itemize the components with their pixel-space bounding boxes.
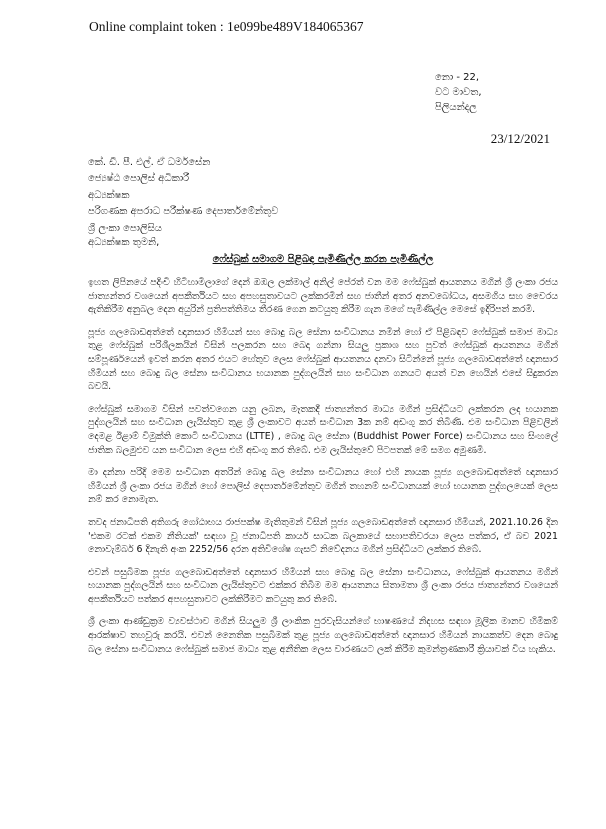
paragraph-removal: පූජ්‍ය ගලබොඩඅත්තේ ඥානසාර හිමියන් සහ බොදු බල සේනා සංවිධානය නමින් හෝ ඒ පිළිබඳව ෆේස්බුක් සමාජ මාධ්‍ය තුළ ෆේස්බුක් පරිශීලකයින් විසින් පලකරන සහ බෙදා ගන්නා සියලු ප්‍රකාශ සහ පුවත් ෆේස්බුක් ආයතනය මගින් සම්පූර්ණයෙන් ඉවත් කරන අතර එයට හේතුව ලෙස ෆේස්බුක් ආයතනය දනවා සිටින්නේ පූජ්‍ය ගලබොඩඅත්තේ ඥානසාර හිමියන් සහ බොදු බල සේනා සංවිධානය භයානක පුද්ගලයින් සහ සංවිධාන ගනයට අයත් වන හෙයින් එසේ සිදුකරන බවයි. (88, 326, 558, 393)
paragraph-list: ෆේස්බුක් සමාගම විසින් පවත්වගෙන යනු ලබන, මෑතකදී ජාත්‍යන්තර මාධ්‍ය මගින් ප්‍රසිද්ධියට ලක්කරන ලද භයානක පුද්ගලයින් සහ සංවිධාන ලැයිස්තුව තුළ ශ්‍රී ලංකාවට අයත් සංවිධාන 3ක නම් අඩංගු කර තිබිණි. එම සංවිධාන පිළිවලින් දෙමළ ඊළාම් විමුක්ති කොටි සංවිධානය (LTTE) , බොදු බල සේනා (Buddhist Power Force) සංවිධානය සහ සිංහලේ ජාතික බලමුළුව යන සංවිධාන ලෙස එහි අඩංගු කර තිබේ. එම ලැයිස්තුවේ පිටපතක් මේ සමග අමුණමි. (88, 403, 558, 456)
address-line: නො - 22, (435, 72, 480, 83)
recipient-rank: ජ්‍යෙෂ්ඨ පොලිස් අධිකාරී (88, 173, 190, 185)
sender-address (419, 70, 549, 115)
paragraph-not-banned: මා දන්නා පරිදි මෙම සංවිධාන අතරින් බොදු බල සේනා සංවිධානය හෝ එහි නායක පූජ්‍ය ගලබොඩඅත්තේ ඥානසාර හිමියන් ශ්‍රී ලංකා රජය මගින් හෝ පොලිස් දෙපාර්තමේන්තුව මගින් තහනම් සංවිධානයක් හෝ භයානක පුද්ගලයෙක් ලෙස නම් කර නොමැත. (88, 467, 558, 506)
paragraph-consequence: එවන් පසුබිමක පූජ්‍ය ගලබොඩඅත්තේ ඥානසාර හිමියන් සහ බොදු බල සේනා සංවිධානය, ෆේස්බුක් ආයතනය මගින් භයානක පුද්ගලයින් සහ සංවිධාන ලැයිස්තුවට එක්කර තිබීම මම ආයතනය සිතාමතා ශ්‍රී ලංකා රජය ජාත්‍යන්තර වශයෙන් අපකීර්තියට පත්කර අපහසුතාවට ලක්කිරීමට කටයුතු කර තිබේ. (88, 566, 558, 605)
letter-subject: ෆේස්බුක් සමාගම පිළිබඳ පැමිණිල්ල කරන පැමිණිල්ල (212, 254, 434, 265)
recipient-name: කේ. ඩී. පී. එල්. ඒ ධර්මසේන (88, 157, 211, 168)
letter-body (88, 276, 558, 665)
recipient-address (88, 155, 388, 237)
complaint-token-line (89, 19, 363, 35)
recipient-department: පරිගණක අපරාධ පරීක්ෂණ දෙපාර්තමේන්තුව (88, 206, 279, 218)
paragraph-intro: ඉහත ලිපිනයේ පදිංචි හිටිහාමිලාගේ දෙන් ඔඹල ලක්මාල් අනිල් පේරත් වන මම ෆේස්බුක් ආයතනය මගින් ශ්‍රී ලංකා රජය ජාත්‍යන්තර වශයෙන් අපකීර්තියට සහ අපහසුතාවයට ලක්කරමින් සහ ජාතීන් අතර අනවබෝධය, අසමගිය සහ වෛරය ඇතිකිරීම අනුබල දෙන අයුරින් ප්‍රතිපත්තිමය තීරණ ගෙන කටයුතු කිරීම ගැන මගේ පැමිණිල්ල මෙසේ ඉදිරිපත් කරමි. (88, 277, 558, 316)
address-line: පිලියන්දල (435, 102, 477, 113)
salutation: අධ්‍යක්ෂක තුමනි, (88, 237, 160, 248)
recipient-organization: ශ්‍රී ලංකා පොලිසිය (88, 222, 162, 234)
complaint-token-label: Online complaint token : (89, 19, 224, 34)
paragraph-constitution: ශ්‍රී ලංකා ආණ්ඩුක්‍රම ව්‍යවස්ථාව මගින් සියලුම ශ්‍රී ලාංකික පුරවැසියන්ගේ භාෂණයේ නිදහස සඳහා මූලික මානව හිමිකම් ආරක්ෂාව තහවුරු කරයි. එවන් නෛතික පසුබිමක් තුළ පූජ්‍ය ගලබොඩඅත්තේ ඥානසාර හිමියන් නායකත්ව දෙන බොදු බල සේනා සංවිධානය ෆේස්බුක් සමාජ මාධ්‍ය තුළ අනීතික ලෙස වාරණයට ලක් කිරීම කුමන්ත්‍රණකාරී ක්‍රියාවක් විය හැකිය. (88, 616, 558, 655)
recipient-title: අධ්‍යක්ෂක (88, 189, 130, 201)
paragraph-appointment: තවද ජනාධිපති අතිගරු ගෝඨාභය රාජපක්ෂ මැතිතුමන් විසින් පූජ්‍ය ගලබොඩඅත්තේ ඥානසාර හිමියන්, 2021.10.26 දින 'එකම රටක් එකම නීතියක්' සඳහා වූ ජනාධිපති කාර්ය සාධක බලකායේ සභාපතිවරයා ලෙස පත්කර, ඒ බව 2021 නොවැම්බර් 6 දිනැති අංක 2252/56 දරන අතිවිශේෂ ගැසට් නිවේදනය මගින් ප්‍රසිද්ධියට ලක්කර තිබේ. (88, 516, 558, 556)
complaint-token-value: 1e099be489V184065367 (226, 19, 364, 34)
address-line: වට මාවත, (435, 87, 482, 98)
letter-date: 23/12/2021 (490, 131, 550, 146)
